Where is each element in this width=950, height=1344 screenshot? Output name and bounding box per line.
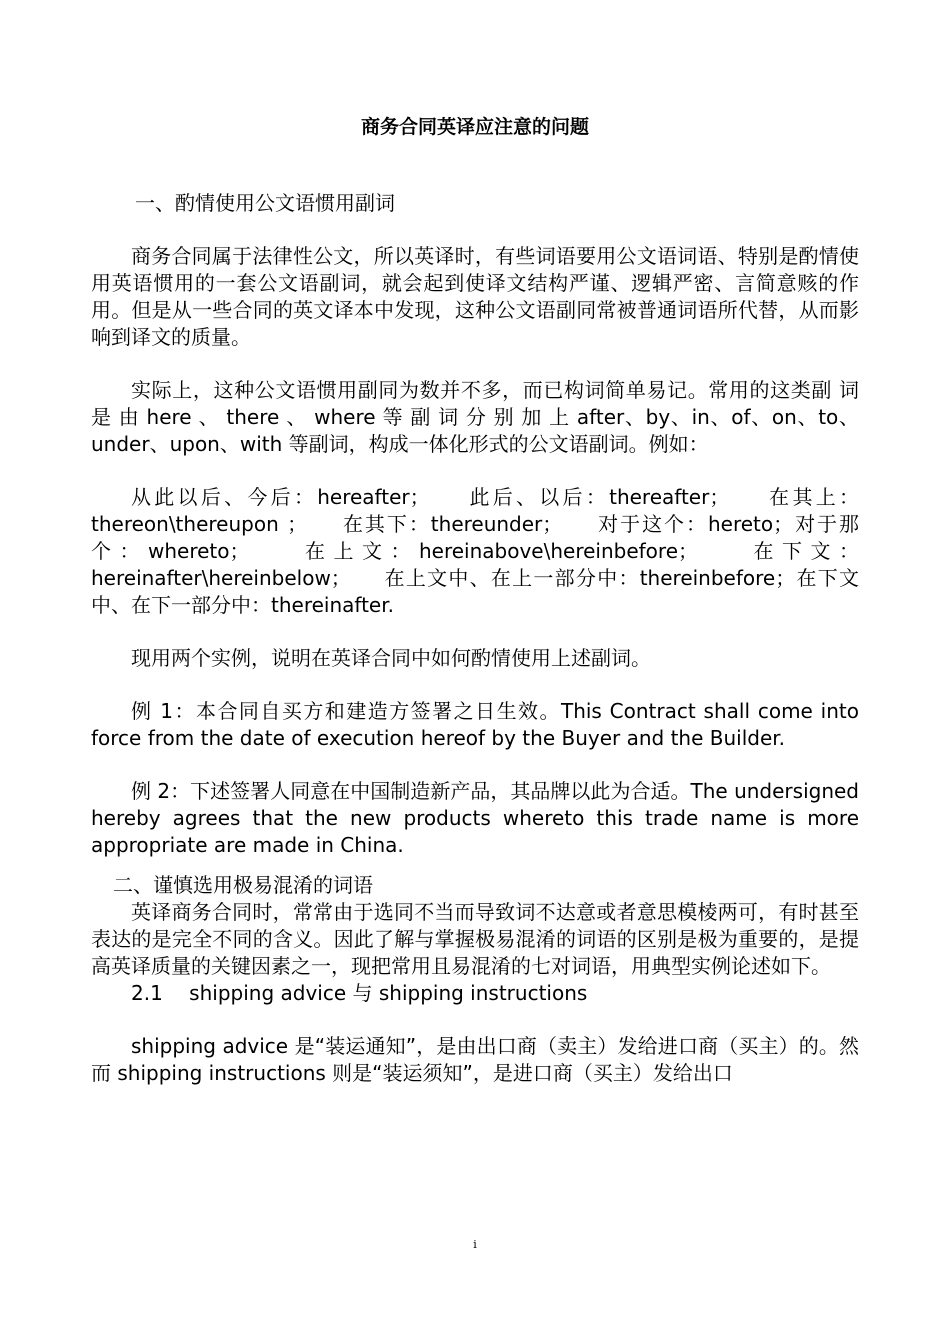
page-number: i: [473, 1238, 477, 1251]
spacer: [91, 351, 859, 377]
section-1-paragraph-1: 商务合同属于法律性公文，所以英译时，有些词语要用公文语词语、特别是酌情使用英语惯用的一套公文语副词，就会起到使译文结构严谨、逻辑严密、言简意赅的作用。但是从一些合同的英文译本中发现，这种公文语副同常被普通词语所代替，从而影响到译文的质量。: [91, 244, 859, 349]
spacer: [91, 217, 859, 243]
spacer: [91, 458, 859, 484]
section-1-paragraph-2: 实际上，这种公文语惯用副同为数并不多，而已构词简单易记。常用的这类副 词 是 由 here 、 there 、 where 等 副 词 分 别 加 上 after、by、in、of、on、to、under、upon、with 等副词，构成一体化形式的公文语副词。例如：: [91, 378, 859, 456]
section-2-paragraph-2: shipping advice 是“装运通知”，是由出口商（卖主）发给进口商（买主）的。然而 shipping instructions 则是“装运须知”，是进口商（买主）发给出口: [91, 1034, 859, 1085]
example-2: 例 2：下述签署人同意在中国制造新产品，其品牌以此为合适。The undersigned hereby agrees that the new products whereto this trade name is more appropriate are made in China.: [91, 779, 859, 857]
subsection-2-1-heading: 2.1 shipping advice 与 shipping instructions: [131, 981, 588, 1005]
section-1-paragraph-4: 现用两个实例，说明在英译合同中如何酌情使用上述副词。: [131, 646, 651, 670]
section-1-heading: 一、酌情使用公文语惯用副词: [135, 191, 395, 215]
section-2-heading: 二、谨慎选用极易混淆的词语: [113, 873, 373, 897]
spacer: [91, 1007, 859, 1033]
example-1: 例 1：本合同自买方和建造方签署之日生效。This Contract shall come into force from the date of execution hereof by the Buyer and the Builder.: [91, 699, 859, 750]
adverb-examples-paragraph: 从此以后、今后：hereafter； 此后、以后：thereafter； 在其上：thereon\thereupon ； 在其下：thereunder； 对于这个：hereto；对于那个：whereto； 在上文：hereinabove\hereinbefore； 在下文：hereinafter\hereinbelow； 在上文中、在上一部分中：thereinbefore；在下文中、在下一部分中：thereinafter.: [91, 485, 859, 617]
spacer: [91, 859, 859, 871]
spacer: [91, 752, 859, 778]
spacer: [91, 672, 859, 698]
spacer: [91, 619, 859, 645]
document-page: [91, 112, 859, 1087]
section-2-paragraph-1: 英译商务合同时，常常由于选同不当而导致词不达意或者意思模棱两可，有时甚至表达的是完全不同的含义。因此了解与掌握极易混淆的词语的区别是极为重要的，是提高英译质量的关键因素之一，现把常用且易混淆的七对词语，用典型实例论述如下。: [91, 900, 859, 978]
document-title: 商务合同英译应注意的问题: [360, 116, 589, 138]
